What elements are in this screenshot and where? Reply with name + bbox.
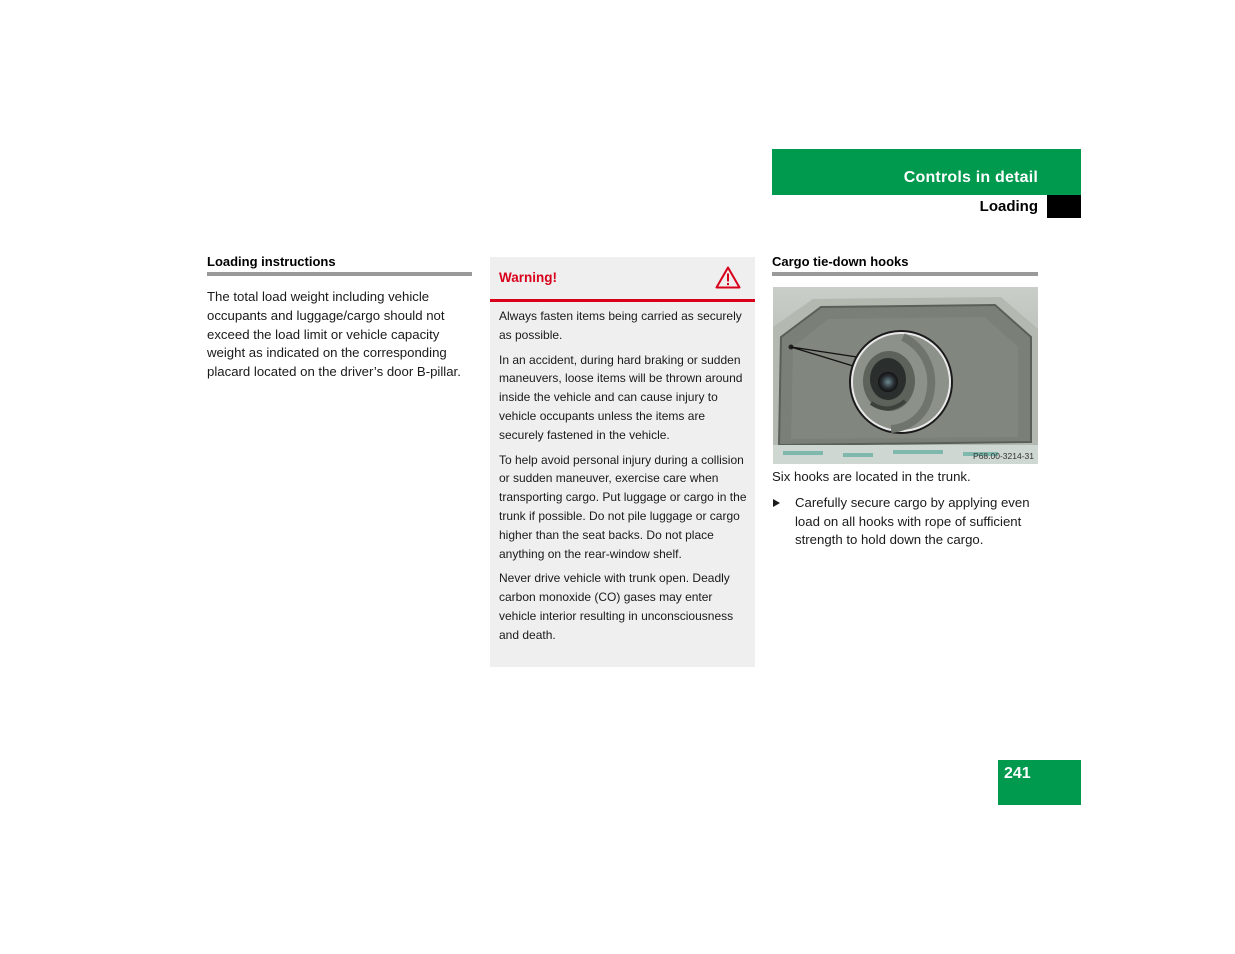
warning-header — [490, 257, 755, 302]
figure-code: P68.00-3214-31 — [973, 451, 1034, 461]
trunk-hook-illustration — [773, 287, 1038, 464]
subsection-title: Loading — [979, 198, 1038, 215]
section-title: Controls in detail — [903, 169, 1038, 186]
page-number-box — [998, 760, 1081, 805]
bullet-arrow-icon — [773, 499, 780, 507]
loading-instructions-heading: Loading instructions — [207, 254, 472, 276]
warning-paragraph: Always fasten items being carried as securely as possible. — [499, 309, 742, 342]
section-header-bar — [772, 149, 1081, 195]
instruction-step — [772, 494, 1042, 550]
loading-instructions-text: The total load weight including vehicle occupants and luggage/cargo should not exceed the load limit or vehicle capacity weight as indicated on the corresponding placard located on the driver’s door B-pillar. — [207, 289, 461, 380]
cargo-hooks-heading: Cargo tie-down hooks — [772, 254, 1038, 276]
hooks-caption: Six hooks are located in the trunk. — [772, 469, 971, 484]
warning-paragraph: To help avoid personal injury during a collision or sudden maneuver, exercise care when transporting cargo. Put luggage or cargo in the trunk if possible. Do not pile luggage or cargo higher than the seat backs. Do not place anything on the rear-window shelf. — [499, 452, 747, 561]
page-number: 241 — [1004, 765, 1031, 782]
warning-title: Warning! — [499, 270, 557, 285]
warning-box — [490, 257, 755, 667]
cargo-hooks-text — [772, 468, 1042, 550]
thumb-index-marker — [1047, 195, 1081, 218]
instruction-step-text: Carefully secure cargo by applying even load on all hooks with rope of sufficient strength to hold down the cargo. — [795, 494, 1030, 548]
warning-triangle-icon — [715, 266, 741, 289]
warning-paragraph: In an accident, during hard braking or sudden maneuvers, loose items will be thrown around inside the vehicle and can cause injury to vehicle occupants unless the items are securely fastened in the vehicle. — [499, 352, 743, 442]
warning-paragraph: Never drive vehicle with trunk open. Deadly carbon monoxide (CO) gases may enter vehicle interior resulting in unconsciousness and death. — [499, 571, 734, 642]
warning-body — [499, 307, 749, 651]
trunk-hook-image — [773, 287, 1038, 464]
